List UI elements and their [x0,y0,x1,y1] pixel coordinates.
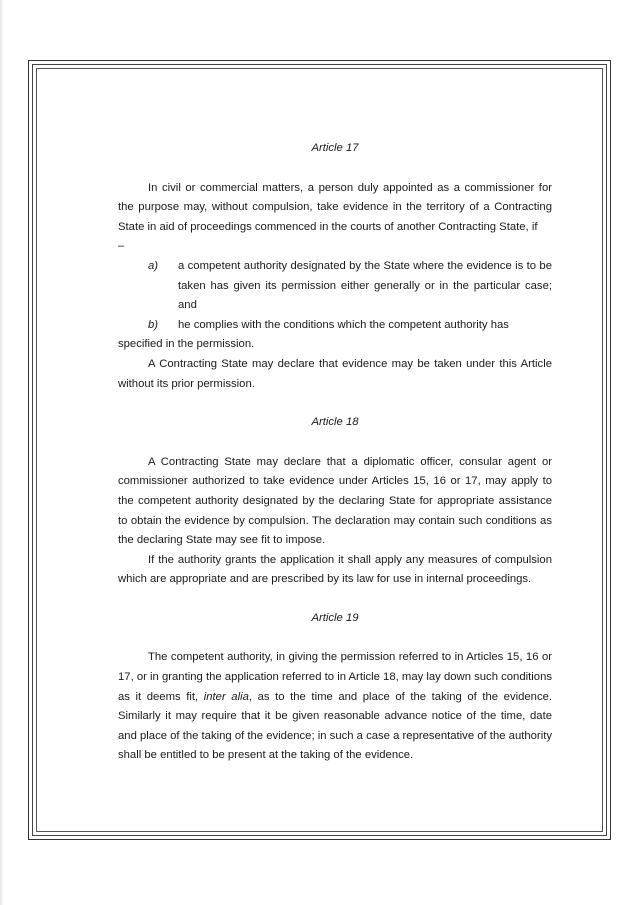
document-body [118,139,552,766]
article-19-italic-phrase: inter alia [203,690,249,703]
item-text: a competent authority designated by the State where the evidence is to be taken has given its permission either generally or in the particular case; and [178,259,552,312]
article-17-item-b-continuation: specified in the permission. [118,338,255,351]
page-edge-shadow [0,0,4,905]
article-19-paragraph [118,648,552,766]
item-text: he complies with the conditions which the competent authority has [178,318,509,331]
item-label: b) [148,318,159,331]
article-19-heading: Article 19 [311,611,359,624]
article-17-intro: In civil or commercial matters, a person duly appointed as a commissioner for the purpose may, without compulsion, take evidence in the territory of a Contracting State in aid of proceedings commenced in the courts of another Contracting State, if [118,181,552,233]
article-19-text-start: The competent authority, in giving the permission referred to in Articles 15, 16 or 17, or in granting the application referred to in Article 18, may lay down such conditions as it deems fit, [118,651,552,703]
item-label: a) [148,259,159,272]
article-18-paragraph-1: A Contracting State may declare that a diplomatic officer, consular agent or commissioner authorized to take evidence under Articles 15, 16 or 17, may apply to the competent authority designated by the declaring State for appropriate assistance to obtain the evidence by compulsion. The declaration may contain such conditions as the declaring State may see fit to impose. [118,455,552,547]
article-17-item-b [118,316,552,336]
article-17-item-a [118,257,552,316]
article-18-paragraph-2: If the authority grants the application it shall apply any measures of compulsion which are appropriate and are prescribed by its law for use in internal proceedings. [118,553,552,586]
article-18-heading: Article 18 [311,416,359,429]
article-17-heading: Article 17 [311,142,359,154]
article-17-closing: A Contracting State may declare that evidence may be taken under this Article without its prior permission. [118,357,552,390]
article-17-dash: – [118,240,125,253]
article-19-text-end: , as to the time and place of the taking of the evidence. Similarly it may require that it be given reasonable advance notice of the time, date and place of the taking of the evidence; in such a case a representative of the authority shall be entitled to be present at the taking of the evidence. [118,690,553,762]
